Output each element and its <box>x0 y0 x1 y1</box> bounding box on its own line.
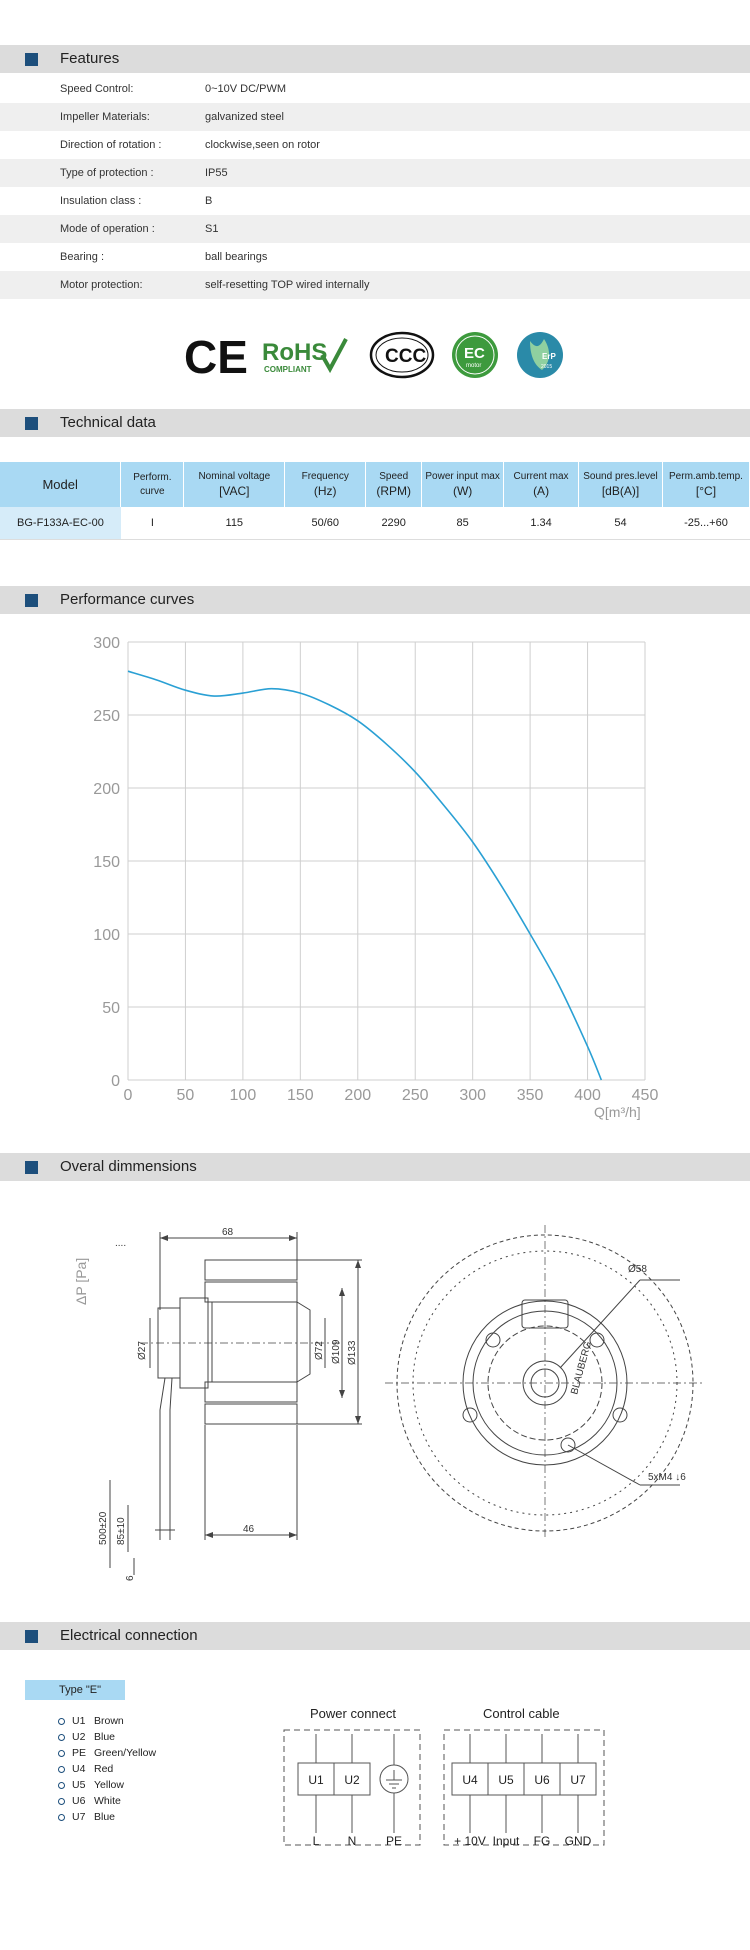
section-square-icon <box>25 417 38 430</box>
feature-value: B <box>205 195 213 207</box>
header-sound: Sound pres.level [dB(A)] <box>579 462 663 507</box>
performance-title: Performance curves <box>60 591 195 608</box>
cell-current: 1.34 <box>504 507 579 540</box>
x-tick-label: 350 <box>516 1087 544 1104</box>
header-current: Current max (A) <box>504 462 579 507</box>
cell-power: 85 <box>422 507 504 540</box>
feature-row <box>0 215 750 243</box>
x-tick-label: 250 <box>401 1087 429 1104</box>
dimensions-header <box>0 1153 750 1181</box>
feature-label: Motor protection: <box>60 279 143 291</box>
feature-label: Bearing : <box>60 251 105 263</box>
features-header <box>0 45 750 73</box>
header-speed: Speed (RPM) <box>366 462 422 507</box>
ccc-text: CCC <box>385 346 427 367</box>
feature-row <box>0 75 750 103</box>
terminal-label: U6 <box>534 1773 550 1787</box>
header-curve: Perform. curve <box>121 462 184 507</box>
feature-label: Impeller Materials: <box>60 111 150 123</box>
y-tick-label: 200 <box>93 781 120 798</box>
y-tick-label: 250 <box>93 708 120 725</box>
dim-small-mark: .... <box>115 1238 127 1249</box>
feature-value: 0~10V DC/PWM <box>205 83 286 95</box>
pin-label: GND <box>564 1834 592 1848</box>
terminal-label: U1 <box>308 1773 324 1787</box>
dim-46: 46 <box>243 1524 255 1535</box>
pin-label: FG <box>533 1834 551 1848</box>
rohs-compliant-text: COMPLIANT <box>264 365 312 374</box>
control-cable-title: Control cable <box>483 1706 560 1721</box>
brand-label: BLAUBERG <box>569 1340 594 1396</box>
wiring-diagram <box>270 1700 630 1860</box>
header-temp: Perm.amb.temp. [°C] <box>662 462 749 507</box>
motor-body-icon <box>212 1302 297 1382</box>
erp-text: ErP <box>542 352 556 361</box>
feature-value: clockwise,seen on rotor <box>205 139 320 151</box>
terminal-label: U4 <box>462 1773 478 1787</box>
section-square-icon <box>25 594 38 607</box>
feature-row <box>0 187 750 215</box>
y-tick-label: 300 <box>93 635 120 652</box>
dim-500: 500±20 <box>98 1511 109 1545</box>
feature-value: IP55 <box>205 167 228 179</box>
feature-value: self-resetting TOP wired internally <box>205 279 370 291</box>
ec-text: EC <box>464 345 485 362</box>
x-tick-label: 450 <box>631 1087 659 1104</box>
dim-58: Ø58 <box>628 1264 647 1275</box>
feature-label: Type of protection : <box>60 167 154 179</box>
pin-label: L <box>312 1834 320 1848</box>
rohs-logo: RoHS <box>262 339 328 366</box>
y-tick-label: 0 <box>111 1073 120 1090</box>
header-frequency: Frequency (Hz) <box>285 462 366 507</box>
technical-table <box>0 462 750 540</box>
technical-title: Technical data <box>60 414 156 431</box>
features-title: Features <box>60 50 120 67</box>
dim-133: Ø133 <box>347 1340 358 1365</box>
header-power: Power input max (W) <box>422 462 504 507</box>
feature-label: Direction of rotation : <box>60 139 162 151</box>
impeller-bottom-icon <box>205 1404 297 1424</box>
impeller-top-icon <box>205 1260 297 1280</box>
terminal-label: U7 <box>570 1773 586 1787</box>
feature-label: Mode of operation : <box>60 223 155 235</box>
ec-motor-text: motor <box>466 363 482 369</box>
feature-value: galvanized steel <box>205 111 284 123</box>
pin-label: PE <box>385 1834 403 1848</box>
pin-label: Input <box>492 1834 520 1848</box>
x-tick-label: 150 <box>286 1087 314 1104</box>
ce-mark-icon: CE <box>184 331 248 383</box>
dim-screws: 5xM4 ↓6 <box>648 1472 686 1483</box>
feature-value: ball bearings <box>205 251 268 263</box>
cell-voltage: 115 <box>184 507 285 540</box>
type-label: Type "E" <box>25 1680 125 1700</box>
cell-sound: 54 <box>579 507 663 540</box>
electrical-title: Electrical connection <box>60 1627 198 1644</box>
dimensions-title: Overal dimmensions <box>60 1158 197 1175</box>
cell-curve: I <box>121 507 184 540</box>
cell-speed: 2290 <box>366 507 422 540</box>
cell-model: BG-F133A-EC-00 <box>0 507 121 540</box>
x-tick-label: 100 <box>229 1087 257 1104</box>
feature-row <box>0 103 750 131</box>
x-tick-label: 400 <box>574 1087 601 1104</box>
x-tick-label: 50 <box>176 1087 195 1104</box>
y-tick-label: 100 <box>93 927 120 944</box>
power-connect-title: Power connect <box>310 1706 396 1721</box>
x-tick-label: 300 <box>459 1087 487 1104</box>
feature-value: S1 <box>205 223 219 235</box>
header-model: Model <box>0 462 121 507</box>
erp-year: 2015 <box>541 364 553 370</box>
performance-header <box>0 586 750 614</box>
cell-frequency: 50/60 <box>285 507 366 540</box>
feature-row <box>0 243 750 271</box>
x-tick-label: 200 <box>344 1087 372 1104</box>
section-square-icon <box>25 53 38 66</box>
dim-6: 6 <box>125 1575 136 1581</box>
dim-27: Ø27 <box>137 1341 148 1360</box>
pin-label: + 10V <box>454 1834 486 1848</box>
technical-header <box>0 409 750 437</box>
header-voltage: Nominal voltage [VAC] <box>184 462 285 507</box>
feature-label: Insulation class : <box>60 195 142 207</box>
screw-hole-icon <box>486 1333 500 1347</box>
terminal-label: U5 <box>498 1773 514 1787</box>
y-tick-label: 150 <box>93 854 120 871</box>
dim-72: Ø72 <box>314 1341 325 1360</box>
dim-109: Ø109 <box>331 1339 342 1364</box>
feature-row <box>0 271 750 299</box>
cell-temp: -25...+60 <box>662 507 749 540</box>
y-axis-label: ΔP [Pa] <box>73 1257 89 1305</box>
feature-row <box>0 131 750 159</box>
feature-row <box>0 159 750 187</box>
feature-label: Speed Control: <box>60 83 134 95</box>
dim-68: 68 <box>222 1227 234 1238</box>
table-header-row <box>0 462 750 507</box>
table-row <box>0 507 750 540</box>
electrical-header <box>0 1622 750 1650</box>
x-tick-label: 0 <box>123 1087 133 1104</box>
pin-label: N <box>347 1834 357 1848</box>
certification-logos <box>180 325 580 385</box>
dimension-drawing <box>0 1200 750 1600</box>
terminal-label: U2 <box>344 1773 360 1787</box>
x-axis-label: Q[m³/h] <box>594 1104 641 1120</box>
section-square-icon <box>25 1161 38 1174</box>
y-tick-label: 50 <box>102 1000 120 1017</box>
dim-85: 85±10 <box>116 1517 127 1545</box>
section-square-icon <box>25 1630 38 1643</box>
